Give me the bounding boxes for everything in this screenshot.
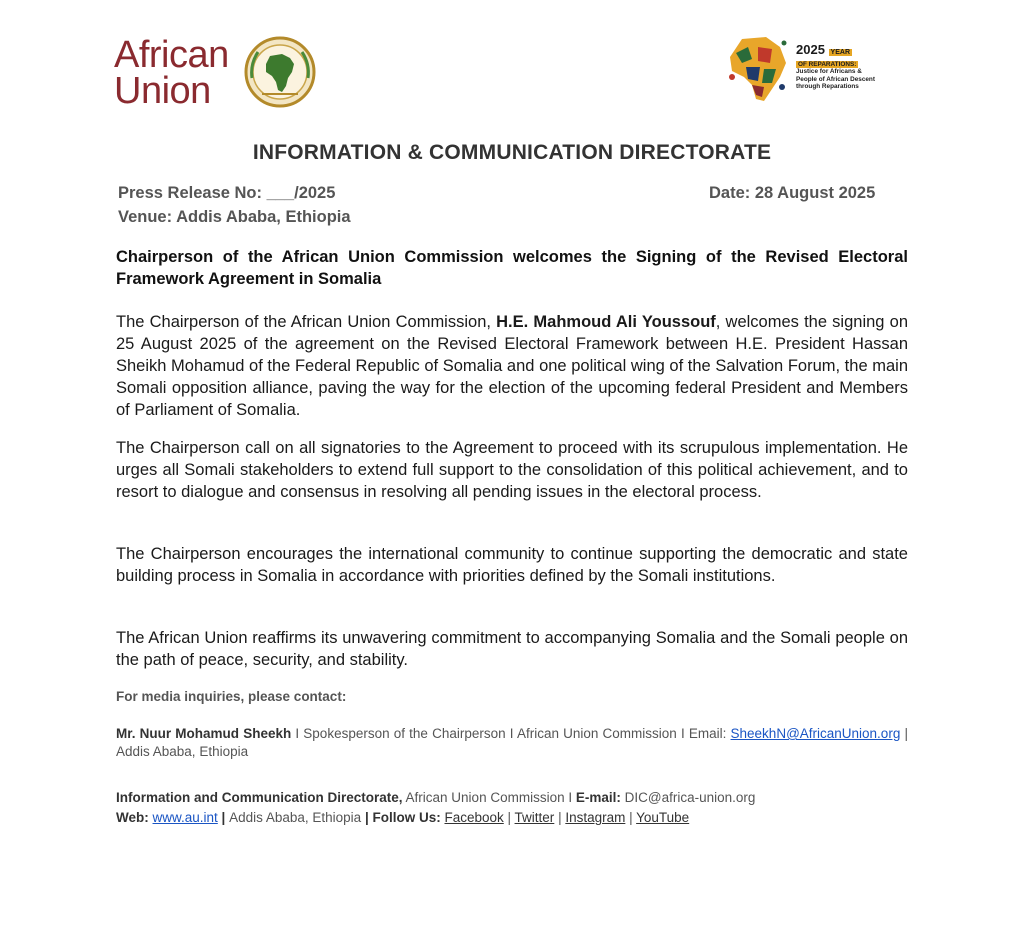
headline: Chairperson of the African Union Commission welcomes the Signing of the Revised Electoral Framework Agreement in Somalia (116, 248, 908, 288)
reparations-line-3: through Reparations (796, 83, 859, 91)
footer-email[interactable]: DIC@africa-union.org (620, 790, 756, 805)
footer-pipe-2: | (554, 810, 566, 825)
reparations-year-word: YEAR (830, 49, 850, 56)
footer-pipe-3: | (625, 810, 637, 825)
footer-instagram-link[interactable]: Instagram (565, 810, 626, 825)
footer-web-link[interactable]: www.au.int (152, 810, 218, 825)
release-date: Date: 28 August 2025 (709, 184, 876, 202)
african-union-logo (114, 34, 320, 110)
press-release-number: Press Release No: ___/2025 (118, 184, 336, 202)
media-contact (116, 725, 908, 761)
reparations-tag: OF REPARATIONS: (798, 61, 857, 68)
year-of-reparations-logo (722, 33, 922, 107)
au-logo-word-african: African (114, 34, 229, 76)
footer-organization: African Union Commission I (402, 790, 576, 805)
au-emblem-icon (242, 34, 318, 110)
p1-intro: The Chairperson of the African Union Commission, (116, 313, 497, 331)
paragraph-2: The Chairperson call on all signatories to the Agreement to proceed with its scrupulous implementation. He urges all Somali stakeholders to extend full support to the consolidation of this political achievement, and to resort to dialogue and consensus in resolving all pending issues in the electoral process. (116, 439, 908, 501)
reparations-line-2: People of African Descent (796, 75, 875, 83)
directorate-title: INFORMATION & COMMUNICATION DIRECTORATE (252, 141, 772, 164)
footer-directorate-name: Information and Communication Directorate, (116, 790, 403, 805)
reparations-line-1: Justice for Africans & (796, 68, 862, 76)
footer-web-label: Web: (116, 810, 149, 825)
footer-follow-label: Follow Us: (372, 810, 441, 825)
footer-pipe-1: | (503, 810, 515, 825)
footer-sep-2: | (361, 810, 373, 825)
au-logo-word-union: Union (114, 70, 211, 112)
footer-youtube-link[interactable]: YouTube (636, 810, 690, 825)
contact-role: I Spokesperson of the Chairperson I African Union Commission I Email: (291, 726, 731, 741)
footer-sep-1: | (217, 810, 230, 825)
media-inquiries-label: For media inquiries, please contact: (116, 689, 347, 704)
contact-location: | Addis Ababa, Ethiopia (116, 726, 908, 759)
footer (116, 788, 908, 828)
paragraph-1 (116, 311, 908, 421)
reparations-year: 2025 (796, 42, 825, 57)
p1-body: , welcomes the signing on 25 August 2025 of the agreement on the Revised Electoral Framework between H.E. President Hassan Sheikh Mohamud of the Federal Republic of Somalia and one political wing of the Salvation Forum, the main Somali opposition alliance, paving the way for the election of the upcoming federal President and Members of Parliament of Somalia. (116, 313, 908, 419)
p1-chairperson-name: H.E. Mahmoud Ali Youssouf (496, 313, 716, 331)
footer-twitter-link[interactable]: Twitter (514, 810, 555, 825)
paragraph-3: The Chairperson encourages the international community to continue supporting the democratic and state building process in Somalia in accordance with priorities defined by the Somali institutions. (116, 545, 908, 585)
reparations-emblem-icon (722, 33, 792, 105)
venue: Venue: Addis Ababa, Ethiopia (118, 208, 351, 226)
paragraph-4: The African Union reaffirms its unwavering commitment to accompanying Somalia and the Somali people on the path of peace, security, and stability. (116, 629, 908, 669)
contact-email-link[interactable]: SheekhN@AfricanUnion.org (730, 726, 901, 741)
footer-email-label: E-mail: (575, 790, 621, 805)
contact-name: Mr. Nuur Mohamud Sheekh (116, 726, 292, 741)
footer-location: Addis Ababa, Ethiopia (229, 810, 362, 825)
footer-facebook-link[interactable]: Facebook (444, 810, 504, 825)
